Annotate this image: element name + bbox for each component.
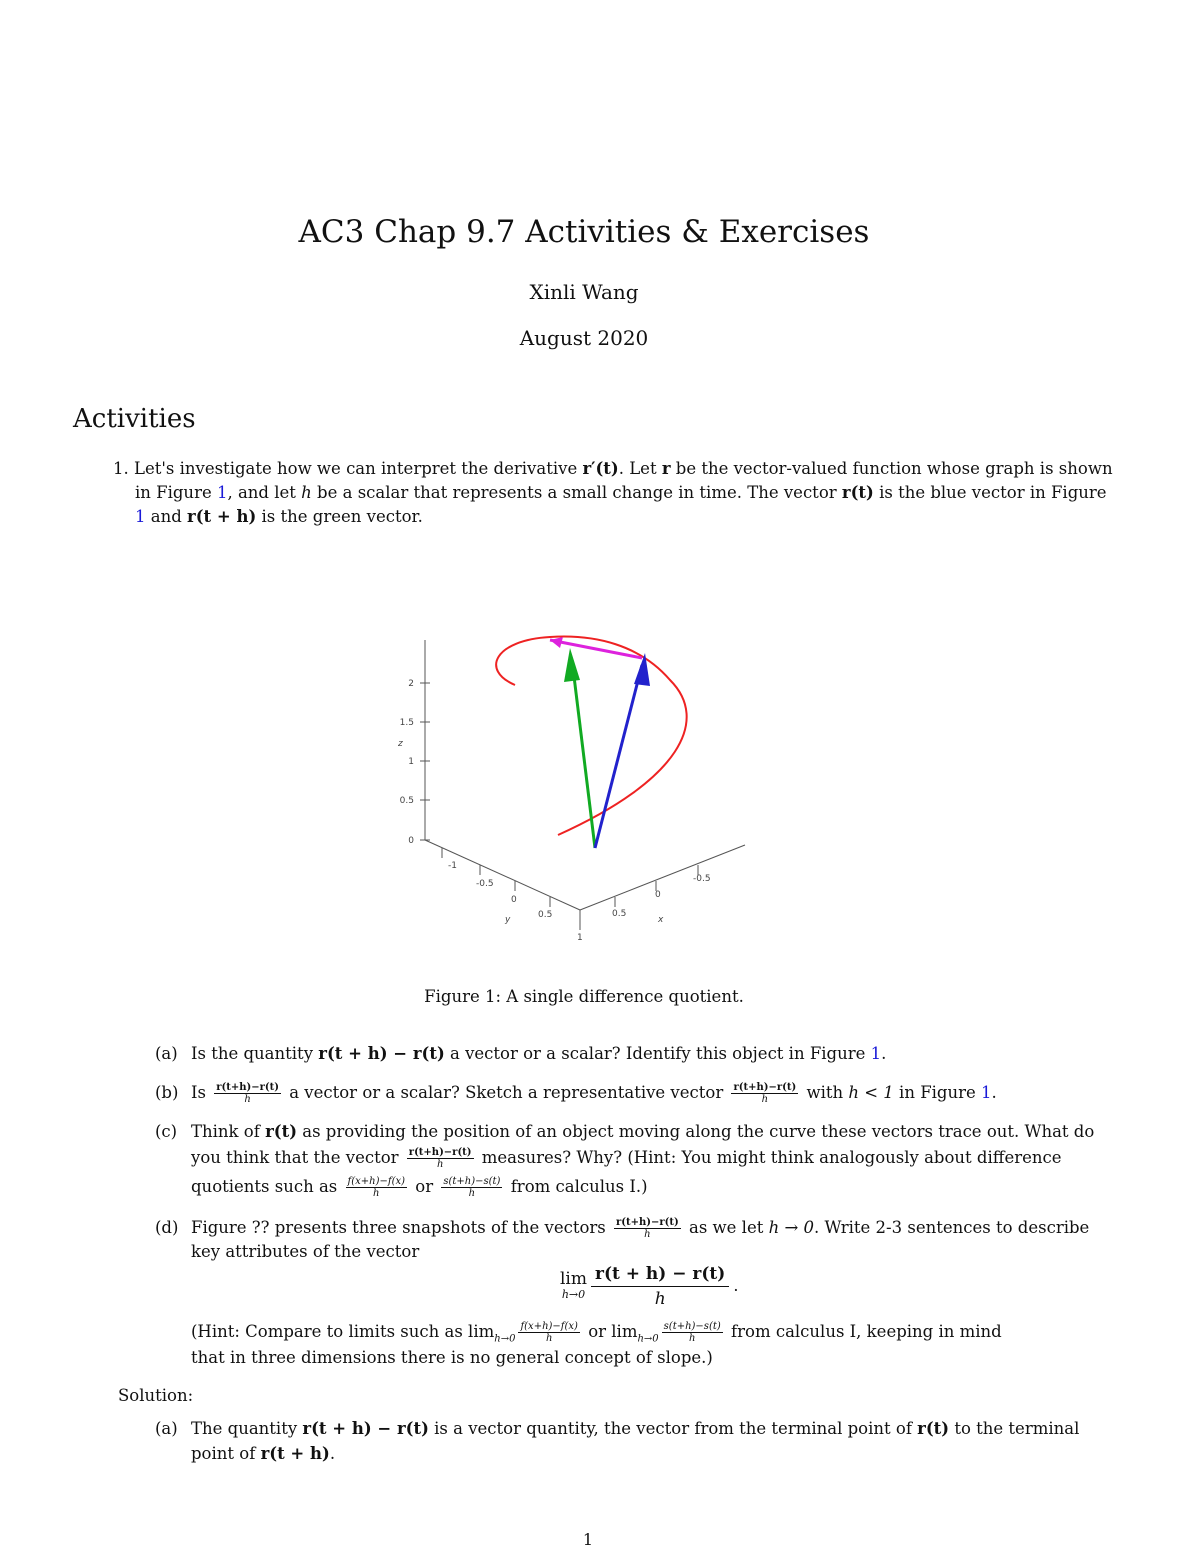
- x-axis-label: x: [658, 915, 664, 925]
- s-difference-quotient: $\frac{s(t+h)-s(t)}{h}$: [663, 1321, 721, 1344]
- question-d-hint-line-2: that in three dimensions there is no general concept of slope.): [191, 1348, 713, 1367]
- intro-line-2: in Figure 1, and let h be a scalar that represents a small change in time. The vector r(t) is the blue vector in Figure: [135, 483, 1107, 502]
- difference-quotient: $\frac{r(t+h)-r(t)}{h}$: [616, 1217, 679, 1240]
- question-c-line-3: quotients such as $\frac{f(x+h)-f(x)}{h}$ or $\frac{s(t+h)-s(t)}{h}$ from calculus I.): [191, 1176, 648, 1199]
- difference-arrowhead: [550, 637, 563, 648]
- document-date: August 2020: [519, 326, 649, 350]
- x-axis: [580, 845, 745, 910]
- f-difference-quotient: $\frac{f(x+h)-f(x)}{h}$: [520, 1321, 578, 1344]
- z-tick: 1.5: [399, 718, 414, 728]
- solution-a-line-2: point of r(t + h).: [191, 1444, 336, 1463]
- y-tick: 1: [577, 933, 583, 940]
- document-author: Xinli Wang: [529, 280, 639, 304]
- limit-fraction: $\frac{r(t + h) - r(t)}{h}$: [591, 1262, 729, 1311]
- question-c-line-1: (c) Think of r(t) as providing the position of an object moving along the curve these vectors trace out. What do: [155, 1122, 1095, 1141]
- z-axis-label: z: [398, 739, 403, 749]
- green-arrowhead: [564, 648, 580, 682]
- y-tick: -0.5: [476, 879, 494, 889]
- intro-line-1: 1. Let's investigate how we can interpret the derivative r′(t). Let r be the vector-valued function whose graph is shown: [113, 459, 1113, 478]
- z-tick: 1: [408, 757, 414, 767]
- z-tick: 0: [408, 836, 414, 846]
- question-d-line-2: key attributes of the vector: [191, 1242, 420, 1261]
- y-axis: [425, 840, 580, 910]
- question-d-hint-line-1: (Hint: Compare to limits such as $\lim_{h\to 0}$ $\frac{f(x+h)-f(x)}{h}$ or $\lim_{h\to 0}$ $\frac{s(t+h)-s(t)}{h}$ from calculus I, keeping in mind: [191, 1321, 1002, 1345]
- figure-ref[interactable]: 1: [870, 1044, 882, 1063]
- x-tick: -0.5: [693, 874, 711, 884]
- x-tick: 0: [655, 890, 661, 900]
- x-tick: 0.5: [612, 909, 627, 919]
- difference-quotient: $\frac{r(t+h)-r(t)}{h}$: [216, 1082, 279, 1105]
- figure-ref[interactable]: 1: [135, 507, 146, 526]
- curve-r: [496, 637, 686, 835]
- question-b: (b) Is $\frac{r(t+h)-r(t)}{h}$ a vector or a scalar? Sketch a representative vector $\frac{r(t+h)-r(t)}{h}$ with h < 1 in Figure 1.: [155, 1082, 997, 1105]
- figure-3d-plot: [380, 620, 770, 940]
- difference-quotient: $\frac{r(t+h)-r(t)}{h}$: [408, 1147, 472, 1170]
- section-heading: Activities: [73, 404, 196, 434]
- solution-heading: Solution:: [118, 1386, 194, 1405]
- figure-ref[interactable]: 1: [981, 1083, 992, 1102]
- vector-r-t-plus-h: [572, 660, 595, 848]
- question-c-line-2: you think that the vector $\frac{r(t+h)-r(t)}{h}$ measures? Why? (Hint: You might think analogously about difference: [191, 1147, 1062, 1170]
- limit-expression: lim h→0 $\frac{r(t + h) - r(t)}{h}$ .: [560, 1264, 739, 1309]
- z-tick: 0.5: [399, 796, 414, 806]
- f-difference-quotient: $\frac{f(x+h)-f(x)}{h}$: [347, 1176, 406, 1199]
- question-d-line-1: (d) Figure ?? presents three snapshots of the vectors $\frac{r(t+h)-r(t)}{h}$ as we let h → 0. Write 2-3 sentences to describe: [155, 1217, 1090, 1240]
- y-axis-label: y: [505, 915, 511, 925]
- difference-quotient: $\frac{r(t+h)-r(t)}{h}$: [733, 1082, 797, 1105]
- y-tick: 0: [511, 895, 517, 905]
- document-title: AC3 Chap 9.7 Activities & Exercises: [298, 214, 870, 250]
- y-tick: -1: [448, 861, 457, 871]
- intro-line-3: 1 and r(t + h) is the green vector.: [135, 507, 423, 526]
- figure-ref[interactable]: 1: [216, 483, 228, 502]
- solution-a-line-1: (a) The quantity r(t + h) − r(t) is a vector quantity, the vector from the terminal point of r(t) to the terminal: [155, 1419, 1080, 1438]
- question-a: (a) Is the quantity r(t + h) − r(t) a vector or a scalar? Identify this object in Figure 1.: [155, 1044, 887, 1063]
- page-number: 1: [582, 1530, 594, 1549]
- s-difference-quotient: $\frac{s(t+h)-s(t)}{h}$: [443, 1176, 501, 1199]
- figure-caption: Figure 1: A single difference quotient.: [424, 987, 744, 1006]
- y-tick: 0.5: [538, 910, 553, 920]
- z-tick: 2: [408, 679, 414, 689]
- vector-r-t: [595, 665, 642, 848]
